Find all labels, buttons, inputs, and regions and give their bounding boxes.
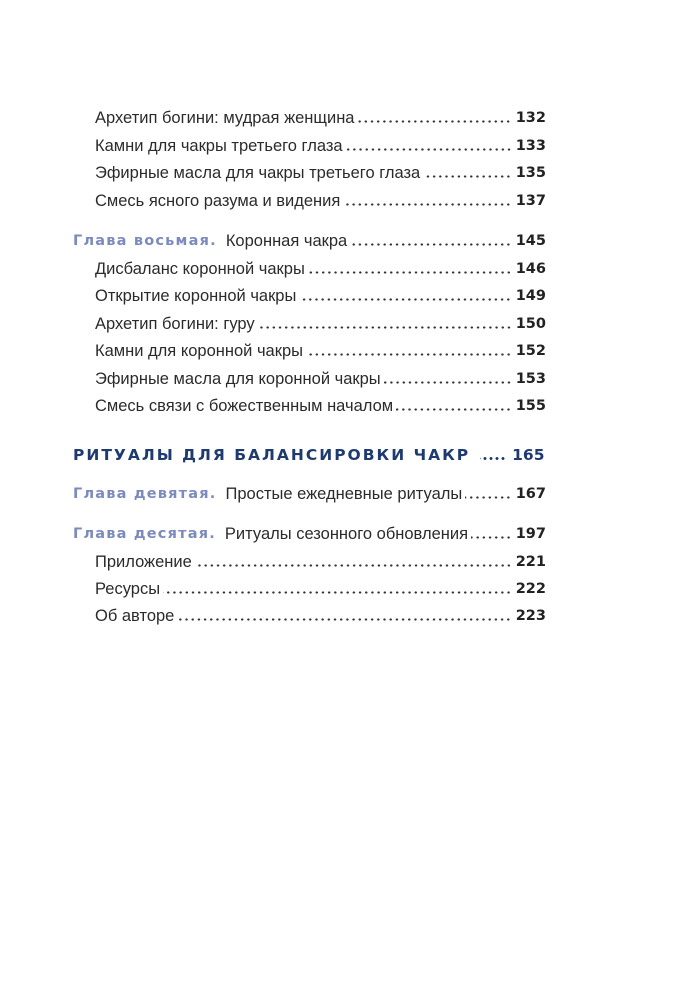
part-page: 165 <box>512 446 545 464</box>
toc-entry-page: 132 <box>515 110 546 126</box>
chapter-prefix: Глава десятая. <box>73 526 216 542</box>
chapter-page: 197 <box>515 526 546 542</box>
toc-entry[interactable] <box>95 100 546 128</box>
toc-entry-page: 135 <box>515 165 546 181</box>
toc-entry-page: 146 <box>515 261 546 277</box>
dot-leader <box>306 353 512 356</box>
toc-entry[interactable] <box>95 155 546 183</box>
toc-entry-title: Эфирные масла для коронной чакры <box>95 370 381 388</box>
toc-entry-title: Архетип богини: мудрая женщина <box>95 109 355 127</box>
dot-leader <box>471 536 512 539</box>
chapter-title: Ритуалы сезонного обновления <box>224 525 469 543</box>
toc-entry[interactable] <box>95 361 546 389</box>
dot-leader <box>195 564 512 567</box>
toc-entry-page: 133 <box>515 138 546 154</box>
dot-leader <box>396 408 512 411</box>
toc-entry[interactable] <box>95 128 546 156</box>
toc-entry-title: Смесь связи с божественным началом <box>95 397 394 415</box>
toc-entry-title: Смесь ясного разума и видения <box>95 192 341 210</box>
toc-entry-page: 222 <box>515 581 546 597</box>
chapter-page: 145 <box>515 233 546 249</box>
toc-entry-title: Камни для коронной чакры <box>95 342 303 360</box>
toc-chapter-9[interactable] <box>73 476 546 504</box>
toc-entry-page: 221 <box>515 554 546 570</box>
dot-leader <box>357 120 511 123</box>
dot-leader <box>299 298 511 301</box>
dot-leader <box>177 618 511 621</box>
toc-entry[interactable] <box>95 544 546 572</box>
toc-entry-title: Открытие коронной чакры <box>95 287 297 305</box>
toc-entry[interactable] <box>95 183 546 211</box>
dot-leader <box>384 381 512 384</box>
dot-leader <box>465 496 511 499</box>
toc-entry-title: Архетип богини: гуру <box>95 315 255 333</box>
dot-leader <box>423 175 511 178</box>
dot-leader <box>258 326 512 329</box>
chapter-prefix: Глава восьмая. <box>73 233 217 249</box>
toc-entry-title: Приложение <box>95 553 192 571</box>
dot-leader <box>480 457 506 460</box>
toc-entry-title: Камни для чакры третьего глаза <box>95 137 343 155</box>
chapter-page: 167 <box>515 486 546 502</box>
dot-leader <box>163 591 512 594</box>
chapter-prefix: Глава девятая. <box>73 486 217 502</box>
chapter-title: Простые ежедневные ритуалы <box>225 485 463 503</box>
toc-part[interactable] <box>73 437 546 465</box>
toc-entry-page: 137 <box>515 193 546 209</box>
toc-entry[interactable] <box>95 251 546 279</box>
toc-entry-page: 155 <box>515 398 546 414</box>
toc-entry[interactable] <box>95 388 546 416</box>
toc-entry-page: 150 <box>515 316 546 332</box>
dot-leader <box>350 243 512 246</box>
toc-entry-title: Эфирные масла для чакры третьего глаза <box>95 164 421 182</box>
toc-entry-page: 153 <box>515 371 546 387</box>
toc-entry[interactable] <box>95 333 546 361</box>
toc-chapter-8[interactable] <box>73 223 546 251</box>
toc-entry-page: 152 <box>515 343 546 359</box>
toc-entry-page: 223 <box>515 608 546 624</box>
dot-leader <box>343 203 511 206</box>
toc-entry-title: Дисбаланс коронной чакры <box>95 260 305 278</box>
dot-leader <box>346 148 512 151</box>
chapter-title: Коронная чакра <box>225 232 348 250</box>
part-title: РИТУАЛЫ ДЛЯ БАЛАНСИРОВКИ ЧАКР <box>73 446 471 464</box>
dot-leader <box>308 271 512 274</box>
toc-entry-title: Об авторе <box>95 607 175 625</box>
toc-entry[interactable] <box>95 306 546 334</box>
toc-entry-page: 149 <box>515 288 546 304</box>
toc-entry[interactable] <box>95 571 546 599</box>
toc-chapter-10[interactable] <box>73 516 546 544</box>
toc-entry-title: Ресурсы <box>95 580 161 598</box>
toc-entry[interactable] <box>95 278 546 306</box>
toc-entry[interactable] <box>95 598 546 626</box>
